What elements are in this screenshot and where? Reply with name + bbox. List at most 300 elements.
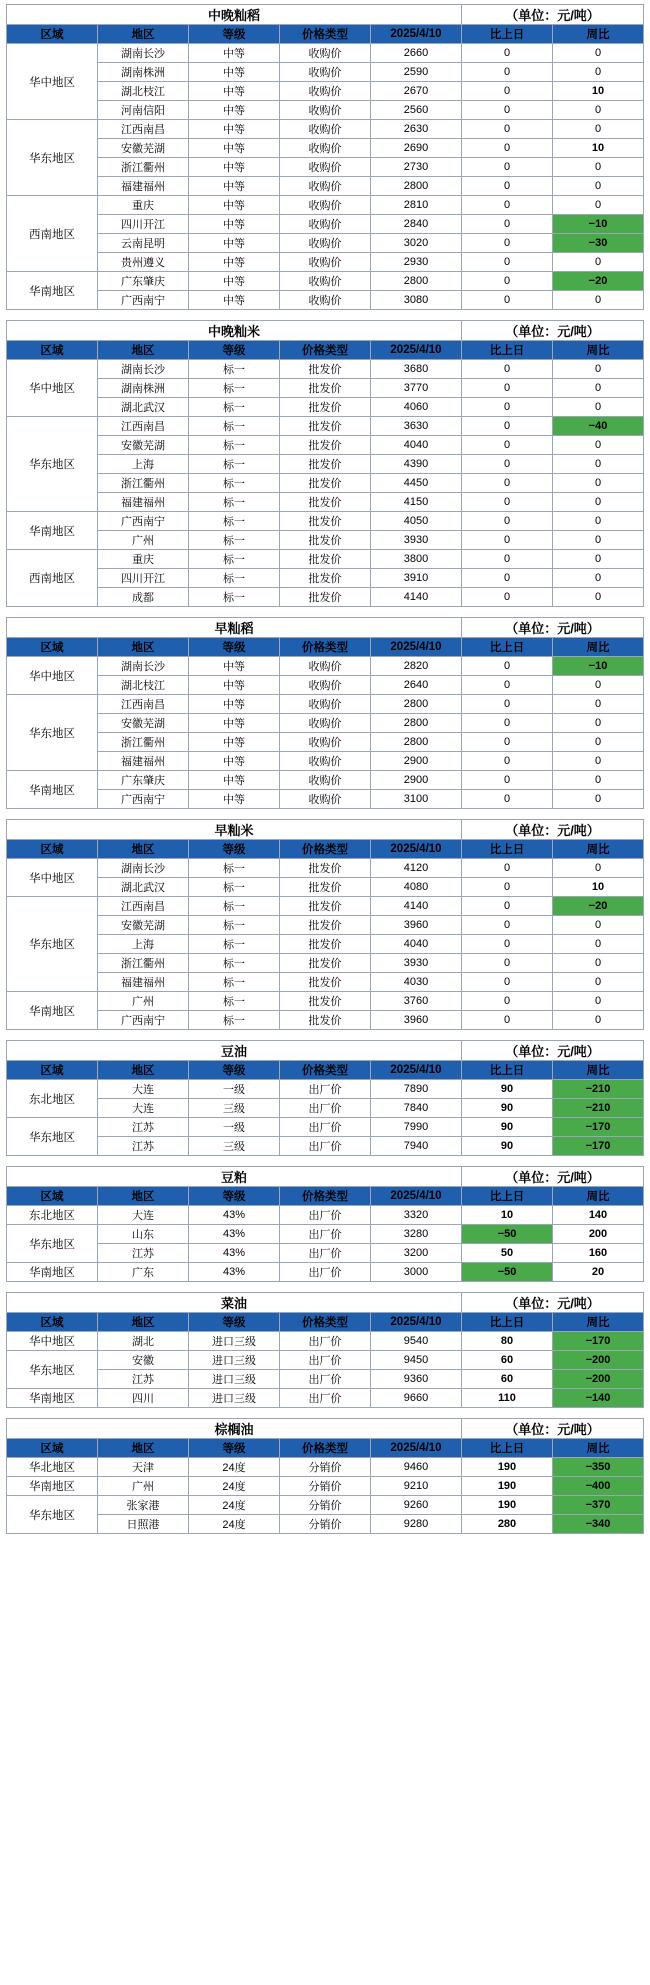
area-cell: 江西南昌	[98, 695, 189, 714]
table-header-row	[7, 1313, 644, 1332]
week-change-cell: 0	[553, 916, 644, 935]
grade-cell: 标一	[189, 954, 280, 973]
price-type-cell: 批发价	[280, 436, 371, 455]
region-cell: 华中地区	[7, 44, 98, 120]
table-row	[7, 771, 644, 790]
table-row	[7, 916, 644, 935]
price-cell: 2590	[371, 63, 462, 82]
table-header-row	[7, 840, 644, 859]
grade-cell: 三级	[189, 1137, 280, 1156]
area-cell: 福建福州	[98, 973, 189, 992]
region-cell: 东北地区	[7, 1206, 98, 1225]
column-header-4: 2025/4/10	[371, 638, 462, 657]
area-cell: 日照港	[98, 1515, 189, 1534]
column-header-0: 区域	[7, 1187, 98, 1206]
price-cell: 3200	[371, 1244, 462, 1263]
grade-cell: 中等	[189, 63, 280, 82]
table-title: 豆粕	[7, 1167, 462, 1187]
price-type-cell: 出厂价	[280, 1225, 371, 1244]
week-change-cell: 0	[553, 992, 644, 1011]
day-change-cell: 0	[462, 771, 553, 790]
price-type-cell: 收购价	[280, 82, 371, 101]
day-change-cell: 50	[462, 1244, 553, 1263]
day-change-cell: 0	[462, 954, 553, 973]
area-cell: 安徽芜湖	[98, 436, 189, 455]
price-cell: 3020	[371, 234, 462, 253]
unit-label: （单位：元/吨）	[462, 321, 644, 341]
table-row	[7, 1332, 644, 1351]
price-type-cell: 收购价	[280, 196, 371, 215]
day-change-cell: 0	[462, 531, 553, 550]
price-cell: 4030	[371, 973, 462, 992]
price-type-cell: 出厂价	[280, 1080, 371, 1099]
table-title: 豆油	[7, 1041, 462, 1061]
grade-cell: 中等	[189, 215, 280, 234]
area-cell: 广西南宁	[98, 1011, 189, 1030]
region-cell: 华南地区	[7, 992, 98, 1030]
table-row	[7, 1099, 644, 1118]
table-row	[7, 1011, 644, 1030]
area-cell: 湖南长沙	[98, 44, 189, 63]
area-cell: 湖北枝江	[98, 82, 189, 101]
grade-cell: 中等	[189, 139, 280, 158]
table-row	[7, 82, 644, 101]
table-row	[7, 733, 644, 752]
week-change-cell: 0	[553, 455, 644, 474]
grade-cell: 标一	[189, 398, 280, 417]
column-header-0: 区域	[7, 840, 98, 859]
price-cell: 3680	[371, 360, 462, 379]
table-header-row	[7, 638, 644, 657]
table-row	[7, 695, 644, 714]
unit-label: （单位：元/吨）	[462, 1293, 644, 1313]
grade-cell: 标一	[189, 512, 280, 531]
table-row	[7, 878, 644, 897]
price-cell: 3000	[371, 1263, 462, 1282]
table-row	[7, 935, 644, 954]
price-type-cell: 收购价	[280, 695, 371, 714]
price-cell: 2690	[371, 139, 462, 158]
grade-cell: 中等	[189, 714, 280, 733]
area-cell: 广西南宁	[98, 512, 189, 531]
day-change-cell: 0	[462, 120, 553, 139]
grade-cell: 标一	[189, 417, 280, 436]
price-cell: 9540	[371, 1332, 462, 1351]
area-cell: 广州	[98, 1477, 189, 1496]
price-type-cell: 收购价	[280, 177, 371, 196]
area-cell: 安徽芜湖	[98, 714, 189, 733]
area-cell: 湖北枝江	[98, 676, 189, 695]
price-type-cell: 收购价	[280, 215, 371, 234]
price-type-cell: 分销价	[280, 1477, 371, 1496]
price-cell: 4120	[371, 859, 462, 878]
day-change-cell: 0	[462, 139, 553, 158]
week-change-cell: 0	[553, 1011, 644, 1030]
column-header-2: 等级	[189, 341, 280, 360]
table-row	[7, 1389, 644, 1408]
region-cell: 华中地区	[7, 859, 98, 897]
week-change-cell: 0	[553, 63, 644, 82]
price-type-cell: 批发价	[280, 455, 371, 474]
table-row	[7, 493, 644, 512]
region-cell: 华东地区	[7, 695, 98, 771]
price-type-cell: 收购价	[280, 657, 371, 676]
grade-cell: 标一	[189, 436, 280, 455]
region-cell: 西南地区	[7, 550, 98, 607]
price-type-cell: 批发价	[280, 360, 371, 379]
week-change-cell: 20	[553, 1263, 644, 1282]
day-change-cell: 0	[462, 790, 553, 809]
area-cell: 上海	[98, 935, 189, 954]
day-change-cell: 190	[462, 1458, 553, 1477]
area-cell: 湖南长沙	[98, 657, 189, 676]
day-change-cell: 80	[462, 1332, 553, 1351]
column-header-4: 2025/4/10	[371, 840, 462, 859]
price-type-cell: 收购价	[280, 291, 371, 310]
column-header-4: 2025/4/10	[371, 1187, 462, 1206]
unit-label: （单位：元/吨）	[462, 1419, 644, 1439]
day-change-cell: 0	[462, 992, 553, 1011]
grade-cell: 中等	[189, 733, 280, 752]
week-change-cell: 0	[553, 588, 644, 607]
column-header-4: 2025/4/10	[371, 1313, 462, 1332]
price-cell: 7890	[371, 1080, 462, 1099]
price-type-cell: 出厂价	[280, 1351, 371, 1370]
table-row	[7, 1080, 644, 1099]
price-type-cell: 收购价	[280, 120, 371, 139]
area-cell: 湖南株洲	[98, 63, 189, 82]
price-table	[6, 1166, 644, 1282]
day-change-cell: 0	[462, 657, 553, 676]
area-cell: 广东	[98, 1263, 189, 1282]
price-cell: 2800	[371, 695, 462, 714]
column-header-1: 地区	[98, 840, 189, 859]
column-header-3: 价格类型	[280, 341, 371, 360]
region-cell: 华东地区	[7, 120, 98, 196]
area-cell: 江苏	[98, 1370, 189, 1389]
week-change-cell: −30	[553, 234, 644, 253]
day-change-cell: 90	[462, 1118, 553, 1137]
table-row	[7, 1458, 644, 1477]
grade-cell: 标一	[189, 360, 280, 379]
table-title: 中晚籼米	[7, 321, 462, 341]
price-cell: 3630	[371, 417, 462, 436]
area-cell: 湖南株洲	[98, 379, 189, 398]
price-cell: 9450	[371, 1351, 462, 1370]
day-change-cell: 90	[462, 1080, 553, 1099]
price-type-cell: 出厂价	[280, 1206, 371, 1225]
table-title-row	[7, 1419, 644, 1439]
column-header-2: 等级	[189, 25, 280, 44]
price-cell: 2810	[371, 196, 462, 215]
column-header-5: 比上日	[462, 1061, 553, 1080]
price-cell: 2900	[371, 752, 462, 771]
day-change-cell: 0	[462, 455, 553, 474]
price-type-cell: 批发价	[280, 531, 371, 550]
price-type-cell: 收购价	[280, 752, 371, 771]
price-cell: 2800	[371, 177, 462, 196]
region-cell: 华中地区	[7, 1332, 98, 1351]
column-header-1: 地区	[98, 1061, 189, 1080]
price-cell: 3770	[371, 379, 462, 398]
week-change-cell: 0	[553, 253, 644, 272]
grade-cell: 24度	[189, 1458, 280, 1477]
grade-cell: 进口三级	[189, 1389, 280, 1408]
grade-cell: 标一	[189, 935, 280, 954]
price-type-cell: 批发价	[280, 992, 371, 1011]
grade-cell: 24度	[189, 1515, 280, 1534]
price-table	[6, 1040, 644, 1156]
week-change-cell: 0	[553, 531, 644, 550]
area-cell: 上海	[98, 455, 189, 474]
day-change-cell: 0	[462, 512, 553, 531]
region-cell: 华东地区	[7, 1351, 98, 1389]
grade-cell: 中等	[189, 234, 280, 253]
day-change-cell: 280	[462, 1515, 553, 1534]
column-header-5: 比上日	[462, 840, 553, 859]
day-change-cell: 0	[462, 733, 553, 752]
table-header-row	[7, 25, 644, 44]
day-change-cell: 0	[462, 234, 553, 253]
day-change-cell: 0	[462, 569, 553, 588]
area-cell: 山东	[98, 1225, 189, 1244]
table-row	[7, 859, 644, 878]
column-header-0: 区域	[7, 25, 98, 44]
table-row	[7, 196, 644, 215]
table-row	[7, 63, 644, 82]
column-header-0: 区域	[7, 1313, 98, 1332]
column-header-2: 等级	[189, 638, 280, 657]
day-change-cell: 0	[462, 158, 553, 177]
day-change-cell: 90	[462, 1137, 553, 1156]
price-type-cell: 收购价	[280, 234, 371, 253]
price-cell: 2840	[371, 215, 462, 234]
region-cell: 华东地区	[7, 1496, 98, 1534]
grade-cell: 一级	[189, 1118, 280, 1137]
grade-cell: 24度	[189, 1496, 280, 1515]
day-change-cell: 0	[462, 935, 553, 954]
price-type-cell: 批发价	[280, 493, 371, 512]
region-cell: 华东地区	[7, 1118, 98, 1156]
price-cell: 4040	[371, 935, 462, 954]
table-row	[7, 588, 644, 607]
price-table	[6, 819, 644, 1030]
price-cell: 2630	[371, 120, 462, 139]
table-row	[7, 1515, 644, 1534]
price-cell: 3800	[371, 550, 462, 569]
grade-cell: 中等	[189, 657, 280, 676]
area-cell: 大连	[98, 1080, 189, 1099]
area-cell: 江苏	[98, 1244, 189, 1263]
table-title: 菜油	[7, 1293, 462, 1313]
day-change-cell: 0	[462, 63, 553, 82]
area-cell: 安徽芜湖	[98, 139, 189, 158]
grade-cell: 中等	[189, 82, 280, 101]
column-header-2: 等级	[189, 1061, 280, 1080]
area-cell: 安徽	[98, 1351, 189, 1370]
price-cell: 2800	[371, 733, 462, 752]
price-type-cell: 批发价	[280, 398, 371, 417]
day-change-cell: 0	[462, 82, 553, 101]
day-change-cell: 0	[462, 752, 553, 771]
week-change-cell: 0	[553, 177, 644, 196]
day-change-cell: 0	[462, 973, 553, 992]
week-change-cell: −210	[553, 1099, 644, 1118]
price-cell: 9210	[371, 1477, 462, 1496]
area-cell: 四川开江	[98, 215, 189, 234]
day-change-cell: 0	[462, 550, 553, 569]
price-cell: 4060	[371, 398, 462, 417]
column-header-5: 比上日	[462, 25, 553, 44]
grade-cell: 标一	[189, 916, 280, 935]
price-type-cell: 收购价	[280, 790, 371, 809]
price-type-cell: 分销价	[280, 1515, 371, 1534]
price-cell: 9360	[371, 1370, 462, 1389]
week-change-cell: 0	[553, 196, 644, 215]
day-change-cell: 0	[462, 714, 553, 733]
price-type-cell: 收购价	[280, 272, 371, 291]
price-cell: 3960	[371, 916, 462, 935]
area-cell: 江西南昌	[98, 120, 189, 139]
price-type-cell: 收购价	[280, 714, 371, 733]
column-header-1: 地区	[98, 1313, 189, 1332]
region-cell: 华南地区	[7, 1263, 98, 1282]
unit-label: （单位：元/吨）	[462, 820, 644, 840]
column-header-6: 周比	[553, 638, 644, 657]
table-row	[7, 291, 644, 310]
price-cell: 3960	[371, 1011, 462, 1030]
column-header-4: 2025/4/10	[371, 25, 462, 44]
week-change-cell: 0	[553, 954, 644, 973]
column-header-3: 价格类型	[280, 25, 371, 44]
price-cell: 4140	[371, 897, 462, 916]
area-cell: 贵州遵义	[98, 253, 189, 272]
price-type-cell: 批发价	[280, 935, 371, 954]
table-row	[7, 752, 644, 771]
area-cell: 福建福州	[98, 752, 189, 771]
column-header-0: 区域	[7, 1439, 98, 1458]
price-cell: 3280	[371, 1225, 462, 1244]
table-row	[7, 569, 644, 588]
grade-cell: 中等	[189, 272, 280, 291]
week-change-cell: 0	[553, 752, 644, 771]
area-cell: 江苏	[98, 1118, 189, 1137]
price-type-cell: 批发价	[280, 1011, 371, 1030]
grade-cell: 中等	[189, 196, 280, 215]
grade-cell: 43%	[189, 1244, 280, 1263]
table-row	[7, 253, 644, 272]
column-header-5: 比上日	[462, 638, 553, 657]
column-header-4: 2025/4/10	[371, 1061, 462, 1080]
column-header-2: 等级	[189, 1439, 280, 1458]
day-change-cell: 10	[462, 1206, 553, 1225]
week-change-cell: −200	[553, 1370, 644, 1389]
week-change-cell: 0	[553, 474, 644, 493]
column-header-5: 比上日	[462, 1313, 553, 1332]
grade-cell: 标一	[189, 859, 280, 878]
day-change-cell: 90	[462, 1099, 553, 1118]
day-change-cell: 0	[462, 253, 553, 272]
price-type-cell: 批发价	[280, 588, 371, 607]
area-cell: 湖南长沙	[98, 360, 189, 379]
table-row	[7, 1370, 644, 1389]
table-row	[7, 234, 644, 253]
column-header-6: 周比	[553, 341, 644, 360]
table-row	[7, 1263, 644, 1282]
price-cell: 4140	[371, 588, 462, 607]
grade-cell: 标一	[189, 531, 280, 550]
price-cell: 7990	[371, 1118, 462, 1137]
region-cell: 华中地区	[7, 360, 98, 417]
price-cell: 2820	[371, 657, 462, 676]
grade-cell: 中等	[189, 752, 280, 771]
price-type-cell: 批发价	[280, 550, 371, 569]
grade-cell: 标一	[189, 569, 280, 588]
table-row	[7, 139, 644, 158]
price-type-cell: 出厂价	[280, 1263, 371, 1282]
week-change-cell: −370	[553, 1496, 644, 1515]
table-row	[7, 101, 644, 120]
table-header-row	[7, 1061, 644, 1080]
table-row	[7, 455, 644, 474]
day-change-cell: 0	[462, 291, 553, 310]
week-change-cell: 0	[553, 512, 644, 531]
day-change-cell: 0	[462, 196, 553, 215]
region-cell: 华北地区	[7, 1458, 98, 1477]
column-header-1: 地区	[98, 1439, 189, 1458]
day-change-cell: 110	[462, 1389, 553, 1408]
week-change-cell: 0	[553, 771, 644, 790]
day-change-cell: 0	[462, 177, 553, 196]
unit-label: （单位：元/吨）	[462, 5, 644, 25]
price-cell: 2800	[371, 714, 462, 733]
price-cell: 3320	[371, 1206, 462, 1225]
day-change-cell: 60	[462, 1370, 553, 1389]
area-cell: 安徽芜湖	[98, 916, 189, 935]
price-type-cell: 批发价	[280, 878, 371, 897]
table-row	[7, 120, 644, 139]
area-cell: 广西南宁	[98, 790, 189, 809]
day-change-cell: 0	[462, 695, 553, 714]
price-type-cell: 分销价	[280, 1496, 371, 1515]
column-header-4: 2025/4/10	[371, 1439, 462, 1458]
day-change-cell: 0	[462, 878, 553, 897]
week-change-cell: 0	[553, 493, 644, 512]
week-change-cell: 0	[553, 398, 644, 417]
region-cell: 华中地区	[7, 657, 98, 695]
grade-cell: 24度	[189, 1477, 280, 1496]
unit-label: （单位：元/吨）	[462, 618, 644, 638]
price-cell: 2730	[371, 158, 462, 177]
area-cell: 浙江衢州	[98, 158, 189, 177]
area-cell: 广东肇庆	[98, 771, 189, 790]
column-header-3: 价格类型	[280, 638, 371, 657]
price-cell: 9260	[371, 1496, 462, 1515]
week-change-cell: 0	[553, 973, 644, 992]
table-row	[7, 398, 644, 417]
table-title-row	[7, 618, 644, 638]
table-row	[7, 417, 644, 436]
table-row	[7, 158, 644, 177]
price-cell: 3760	[371, 992, 462, 1011]
price-type-cell: 收购价	[280, 44, 371, 63]
price-table	[6, 617, 644, 809]
price-cell: 9460	[371, 1458, 462, 1477]
table-row	[7, 272, 644, 291]
price-cell: 4450	[371, 474, 462, 493]
column-header-6: 周比	[553, 1439, 644, 1458]
area-cell: 湖北	[98, 1332, 189, 1351]
